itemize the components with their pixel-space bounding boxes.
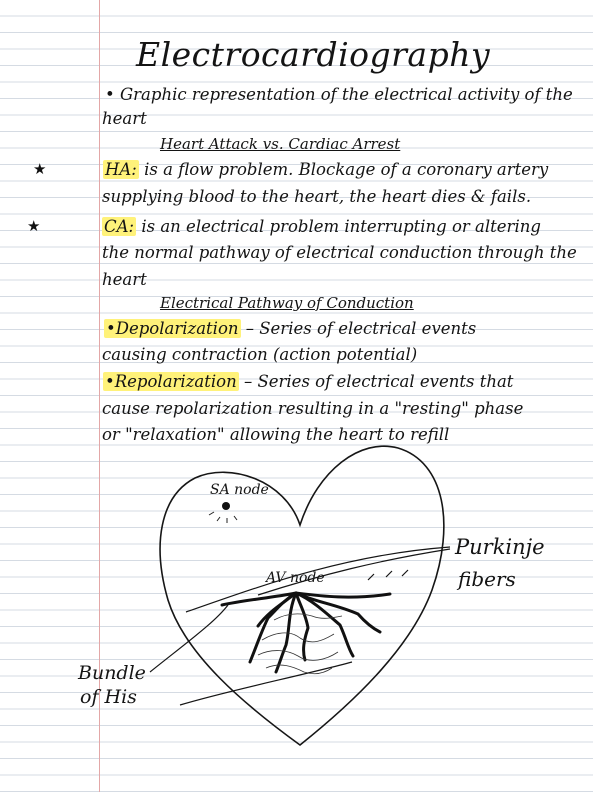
bundle-label: Bundle bbox=[78, 662, 146, 684]
cardiac-arrest-line-2: the normal pathway of electrical conduction through the bbox=[102, 243, 577, 262]
pathway-heading: Electrical Pathway of Conduction bbox=[160, 294, 414, 312]
sa-node-rays bbox=[209, 512, 237, 523]
purkinje-label: Purkinje bbox=[455, 535, 545, 559]
repolarization-line-1: •Repolarization – Series of electrical events that bbox=[105, 372, 514, 391]
heart-attack-label: HA: bbox=[105, 160, 137, 179]
heart-attack-line-1: HA: is a flow problem. Blockage of a coronary artery bbox=[105, 160, 549, 179]
star-icon: ★ bbox=[27, 217, 41, 235]
cardiac-arrest-line-1: CA: is an electrical problem interrupting or altering bbox=[104, 217, 541, 236]
purkinje-fine-lines bbox=[258, 614, 342, 674]
comparison-heading: Heart Attack vs. Cardiac Arrest bbox=[160, 135, 401, 153]
page-title: Electrocardiography bbox=[136, 35, 491, 74]
depolarization-label: •Depolarization bbox=[106, 319, 239, 338]
repolarization-label: •Repolarization bbox=[105, 372, 237, 391]
av-node-label: AV node bbox=[266, 570, 325, 586]
star-icon: ★ bbox=[33, 160, 47, 178]
repolarization-line-2: cause repolarization resulting in a "resting" phase bbox=[102, 399, 524, 418]
sa-node-dot bbox=[222, 502, 230, 510]
of-his-label: of His bbox=[80, 686, 137, 708]
definition-line-2: heart bbox=[102, 109, 147, 128]
heart-attack-line-2: supplying blood to the heart, the heart dies & fails. bbox=[102, 187, 532, 206]
cardiac-arrest-label: CA: bbox=[104, 217, 135, 236]
depolarization-line-2: causing contraction (action potential) bbox=[102, 345, 418, 364]
conduction-branches bbox=[222, 593, 390, 672]
bundle-pointer-lines bbox=[150, 605, 352, 705]
sa-node-label: SA node bbox=[210, 482, 269, 498]
depolarization-line-1: •Depolarization – Series of electrical events bbox=[106, 319, 477, 338]
definition-line-1: • Graphic representation of the electrical activity of the bbox=[105, 85, 573, 104]
fibers-label: fibers bbox=[458, 567, 516, 591]
cardiac-arrest-line-3: heart bbox=[102, 270, 147, 289]
repolarization-line-3: or "relaxation" allowing the heart to refill bbox=[102, 425, 450, 444]
